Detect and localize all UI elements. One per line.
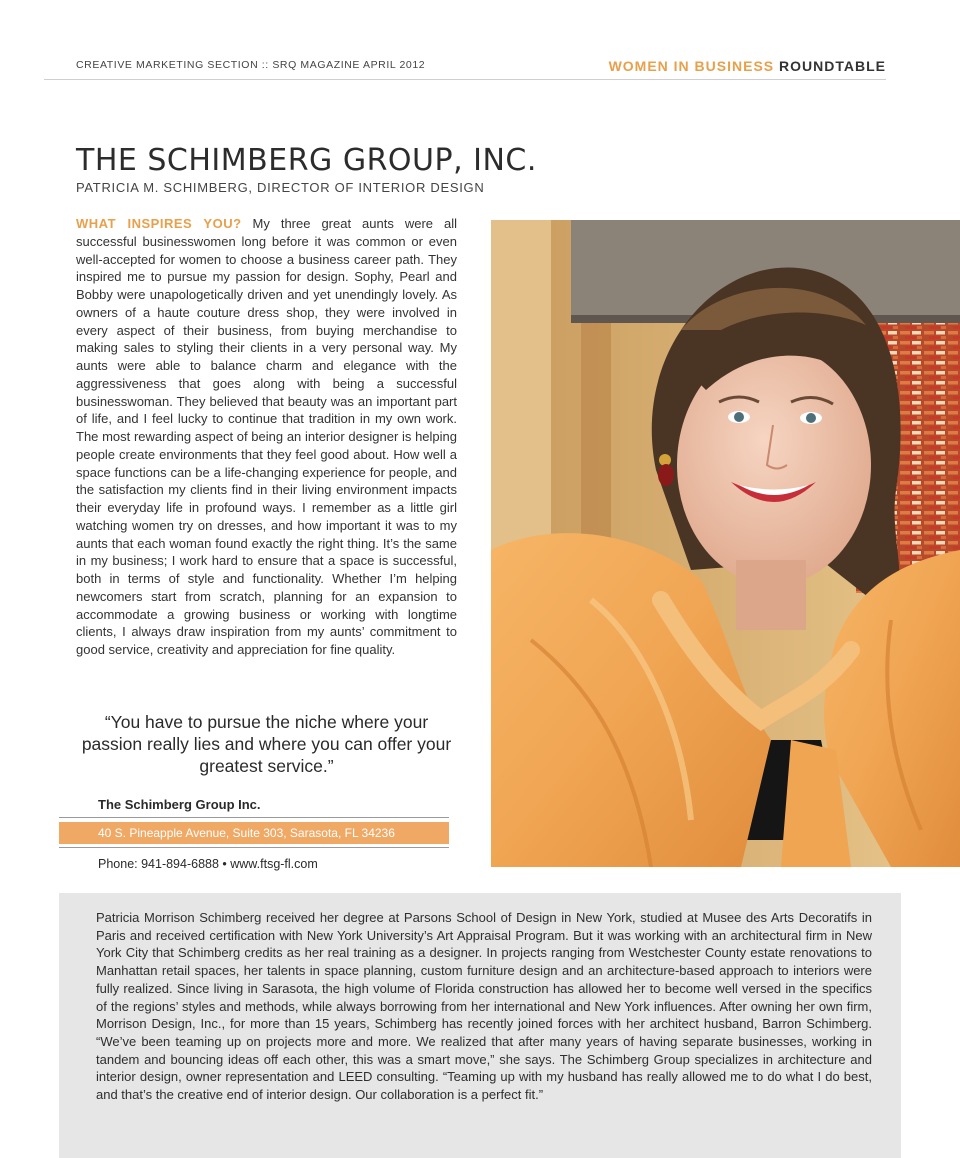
contact-line: Phone: 941-894-6888 • www.ftsg-fl.com — [98, 857, 318, 871]
section-label: CREATIVE MARKETING SECTION :: SRQ MAGAZINE APRIL 2012 — [76, 59, 426, 71]
company-name: The Schimberg Group Inc. — [98, 797, 261, 812]
category-accent: WOMEN IN BUSINESS — [608, 58, 775, 74]
answer-text: My three great aunts were all successful businesswomen long before it was common or even well-accepted for women to choose a business career path. They inspired me to pursue my passion for design. Sophy, Pearl and Bobby were unapologetically driven and yet unendingly lovely. As owners of a haute couture dress shop, they were involved in every aspect of their business, from buying merchandise to making sales to styling their clients in a very personal way. My aunts were able to balance charm and elegance with the aggressiveness that goes along with being a successful businesswoman. They believed that beauty was an important part of life, and I feel lucky to continue that tradition in my own work. The most rewarding aspect of being an interior designer is helping people create environments that they feel good about. How well a space functions can be a life-changing experience for people, and the satisfaction my clients find in their living environment impacts their everyday life in profound ways. I remember as a little girl watching women try on dresses, and how important it was to my aunts that each woman found exactly the right thing. It’s the same in my business; I work hard to ensure that a space is successful, both in terms of style and functionality. Whether I’m helping newcomers start from scratch, planning for an expansion to accommodate a growing business or working with longtime clients, I always draw inspiration from my aunts’ commitment to good service, creativity and appreciation for fine quality. — [76, 216, 457, 657]
section-category — [609, 58, 886, 74]
question-lead: WHAT INSPIRES YOU? — [76, 216, 242, 231]
address-bar: 40 S. Pineapple Avenue, Suite 303, Sarasota, FL 34236 — [59, 822, 449, 844]
portrait-illustration — [491, 220, 960, 867]
article-subtitle: PATRICIA M. SCHIMBERG, DIRECTOR OF INTERIOR DESIGN — [76, 180, 485, 195]
bio-box — [59, 893, 901, 1158]
header-divider — [44, 79, 886, 80]
portrait-photo — [491, 220, 960, 867]
bio-text: Patricia Morrison Schimberg received her degree at Parsons School of Design in New York, studied at Musee des Arts Decoratifs in Paris and received certification with New York University’s Art Appraisal Program. But it was working with an architectural firm in New York City that Schimberg credits as her real training as a designer. In projects ranging from Westchester County estate renovations to Manhattan retail spaces, her talents in space planning, custom furniture design and an architecture-based approach to interiors were fully realized. Since living in Sarasota, the high volume of Florida construction has allowed her to become well versed in the specifics of the regions’ styles and methods, while always borrowing from her international and New York influences. After owning her own firm, Morrison Design, Inc., for more than 15 years, Schimberg has recently joined forces with her architect husband, Barron Schimberg. “We’ve been teaming up on projects more and more. We realized that after many years of having separate businesses, working in tandem and bouncing ideas off each other, this was a smart move,” she says. The Schimberg Group specializes in architecture and interior design, owner representation and LEED consulting. “Teaming up with my husband has really allowed me to do what I do best, and that’s the creative end of interior design. Our collaboration is a perfect fit.” — [96, 910, 872, 1103]
contact-rule-top — [59, 817, 449, 818]
pull-quote: “You have to pursue the niche where your passion really lies and where you can offer your greatest service.” — [81, 712, 452, 776]
article-body — [76, 215, 457, 659]
article-title: THE SCHIMBERG GROUP, INC. — [76, 143, 537, 178]
category-dark: ROUNDTABLE — [779, 58, 886, 74]
contact-rule-bottom — [59, 847, 449, 848]
